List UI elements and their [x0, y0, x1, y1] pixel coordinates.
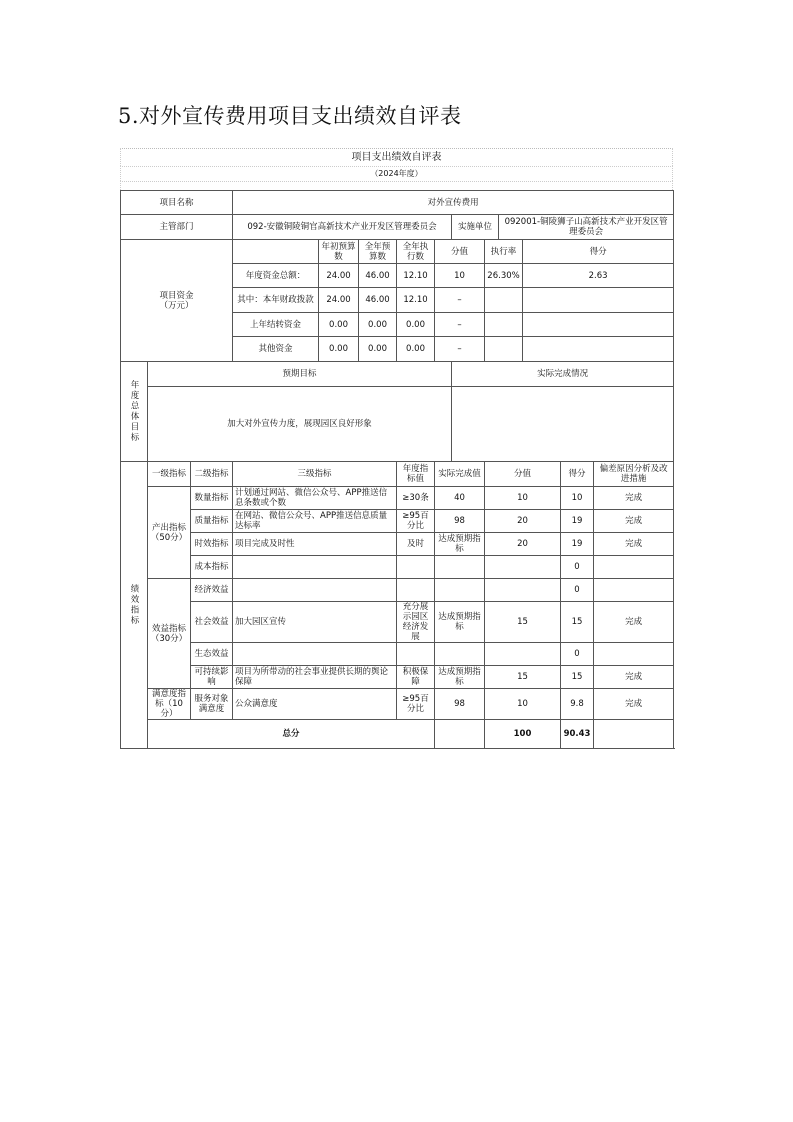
indicator-header-first: 一级指标	[148, 462, 191, 487]
funds-header-annual: 全年预算数	[359, 240, 397, 264]
indicator-header-weight: 分值	[485, 462, 561, 487]
funds-weight: 10	[435, 264, 485, 288]
funds-annual: 0.00	[359, 313, 397, 337]
weight-value: 10	[485, 487, 561, 510]
third-indicator	[233, 556, 397, 579]
third-indicator: 项目为所带动的社会事业提供长期的舆论保障	[233, 666, 397, 689]
project-name-label: 项目名称	[121, 191, 233, 215]
funds-score	[523, 288, 674, 313]
second-indicator: 质量指标	[191, 510, 233, 533]
target-value	[397, 643, 435, 666]
actual-goal-header: 实际完成情况	[452, 362, 674, 387]
funds-rate	[485, 313, 523, 337]
actual-value: 98	[435, 510, 485, 533]
department-value: 092-安徽铜陵铜官高新技术产业开发区管理委员会	[233, 215, 452, 240]
deviation-note: 完成	[594, 689, 674, 720]
deviation-note	[594, 556, 674, 579]
total-label: 总分	[148, 720, 435, 749]
project-name-value: 对外宣传费用	[233, 191, 674, 215]
funds-executed: 12.10	[397, 264, 435, 288]
funds-weight: –	[435, 337, 485, 362]
funds-row-label: 上年结转资金	[233, 313, 319, 337]
weight-value	[485, 579, 561, 602]
weight-value: 20	[485, 510, 561, 533]
annual-goal-content-row	[121, 387, 674, 462]
funds-annual: 0.00	[359, 337, 397, 362]
actual-value: 达成预期指标	[435, 533, 485, 556]
second-indicator: 成本指标	[191, 556, 233, 579]
funds-score: 2.63	[523, 264, 674, 288]
funds-weight: –	[435, 288, 485, 313]
deviation-note	[594, 643, 674, 666]
funds-initial: 24.00	[319, 288, 359, 313]
funds-blank-header	[233, 240, 319, 264]
actual-value: 40	[435, 487, 485, 510]
satisfaction-indicator-label: 满意度指标（10分）	[148, 689, 191, 720]
implementer-value: 092001-铜陵狮子山高新技术产业开发区管理委员会	[499, 215, 674, 240]
weight-value	[485, 556, 561, 579]
actual-value	[435, 556, 485, 579]
indicator-row	[121, 579, 674, 602]
indicator-header-third: 三级指标	[233, 462, 397, 487]
funds-rate	[485, 288, 523, 313]
second-indicator: 数量指标	[191, 487, 233, 510]
indicator-header-note: 偏差原因分析及改进措施	[594, 462, 674, 487]
total-weight: 100	[485, 720, 561, 749]
actual-goal-text	[452, 387, 674, 462]
score-value: 0	[561, 579, 594, 602]
actual-value: 98	[435, 689, 485, 720]
indicator-row	[121, 556, 674, 579]
funds-header-weight: 分值	[435, 240, 485, 264]
second-indicator: 时效指标	[191, 533, 233, 556]
weight-value: 15	[485, 666, 561, 689]
department-row	[121, 215, 674, 240]
indicator-header-target: 年度指标值	[397, 462, 435, 487]
annual-goal-header-row	[121, 362, 674, 387]
funds-executed: 0.00	[397, 313, 435, 337]
indicator-row	[121, 487, 674, 510]
target-value	[397, 556, 435, 579]
third-indicator	[233, 643, 397, 666]
target-value: ≥95百分比	[397, 689, 435, 720]
output-indicator-label: 产出指标 （50分）	[148, 487, 191, 579]
expected-goal-header: 预期目标	[148, 362, 452, 387]
second-indicator: 生态效益	[191, 643, 233, 666]
actual-value: 达成预期指标	[435, 602, 485, 643]
table-year: （2024年度）	[120, 166, 673, 181]
second-indicator: 社会效益	[191, 602, 233, 643]
score-value: 0	[561, 556, 594, 579]
funds-row-label: 其中：本年财政拨款	[233, 288, 319, 313]
score-value: 15	[561, 602, 594, 643]
deviation-note: 完成	[594, 666, 674, 689]
funds-rate: 26.30%	[485, 264, 523, 288]
deviation-note: 完成	[594, 487, 674, 510]
weight-value: 20	[485, 533, 561, 556]
funds-initial: 0.00	[319, 313, 359, 337]
funds-header-score: 得分	[523, 240, 674, 264]
performance-sheet	[120, 148, 673, 749]
target-value	[397, 579, 435, 602]
indicator-row	[121, 689, 674, 720]
total-score: 90.43	[561, 720, 594, 749]
actual-value: 达成预期指标	[435, 666, 485, 689]
target-value: 充分展示园区经济发展	[397, 602, 435, 643]
indicator-header-second: 二级指标	[191, 462, 233, 487]
deviation-note: 完成	[594, 602, 674, 643]
funds-annual: 46.00	[359, 264, 397, 288]
third-indicator: 计划通过网站、微信公众号、APP推送信息条数或个数	[233, 487, 397, 510]
score-value: 19	[561, 533, 594, 556]
target-value: 积极保障	[397, 666, 435, 689]
funds-score	[523, 337, 674, 362]
total-row	[121, 720, 674, 749]
funds-row-label: 其他资金	[233, 337, 319, 362]
indicator-row	[121, 602, 674, 643]
third-indicator	[233, 579, 397, 602]
second-indicator: 可持续影响	[191, 666, 233, 689]
project-name-row	[121, 191, 674, 215]
funds-row-label: 年度资金总额：	[233, 264, 319, 288]
benefit-indicator-label: 效益指标 （30分）	[148, 579, 191, 689]
actual-value	[435, 579, 485, 602]
page-heading: 5.对外宣传费用项目支出绩效自评表	[118, 104, 462, 128]
funds-executed: 0.00	[397, 337, 435, 362]
second-indicator: 服务对象满意度	[191, 689, 233, 720]
deviation-note	[594, 579, 674, 602]
target-value: ≥30条	[397, 487, 435, 510]
score-value: 0	[561, 643, 594, 666]
indicator-row	[121, 510, 674, 533]
funds-header-rate: 执行率	[485, 240, 523, 264]
third-indicator: 加大园区宣传	[233, 602, 397, 643]
evaluation-table	[120, 190, 674, 749]
deviation-note: 完成	[594, 510, 674, 533]
annual-goal-label: 年度总体目标	[121, 362, 148, 462]
indicator-header-row	[121, 462, 674, 487]
table-title: 项目支出绩效自评表	[120, 148, 673, 166]
third-indicator: 公众满意度	[233, 689, 397, 720]
indicator-header-actual: 实际完成值	[435, 462, 485, 487]
funds-header-executed: 全年执行数	[397, 240, 435, 264]
second-indicator: 经济效益	[191, 579, 233, 602]
funds-header-row	[121, 240, 674, 264]
score-value: 15	[561, 666, 594, 689]
third-indicator: 项目完成及时性	[233, 533, 397, 556]
actual-value	[435, 643, 485, 666]
indicator-row	[121, 666, 674, 689]
score-value: 10	[561, 487, 594, 510]
funds-initial: 0.00	[319, 337, 359, 362]
total-blank	[435, 720, 485, 749]
weight-value	[485, 643, 561, 666]
funds-initial: 24.00	[319, 264, 359, 288]
funds-rate	[485, 337, 523, 362]
department-label: 主管部门	[121, 215, 233, 240]
expected-goal-text: 加大对外宣传力度，展现园区良好形象	[148, 387, 452, 462]
indicator-row	[121, 533, 674, 556]
funds-executed: 12.10	[397, 288, 435, 313]
funds-label: 项目资金 （万元）	[121, 240, 233, 362]
weight-value: 10	[485, 689, 561, 720]
target-value: 及时	[397, 533, 435, 556]
funds-annual: 46.00	[359, 288, 397, 313]
score-value: 19	[561, 510, 594, 533]
deviation-note: 完成	[594, 533, 674, 556]
funds-weight: –	[435, 313, 485, 337]
third-indicator: 在网站、微信公众号、APP推送信息质量达标率	[233, 510, 397, 533]
total-note	[594, 720, 674, 749]
target-value: ≥95百分比	[397, 510, 435, 533]
implementer-label: 实施单位	[452, 215, 499, 240]
indicator-row	[121, 643, 674, 666]
performance-indicators-label: 绩效指标	[121, 462, 148, 749]
score-value: 9.8	[561, 689, 594, 720]
funds-score	[523, 313, 674, 337]
weight-value: 15	[485, 602, 561, 643]
sheet-spacer	[120, 181, 673, 190]
funds-header-initial: 年初预算数	[319, 240, 359, 264]
indicator-header-score: 得分	[561, 462, 594, 487]
